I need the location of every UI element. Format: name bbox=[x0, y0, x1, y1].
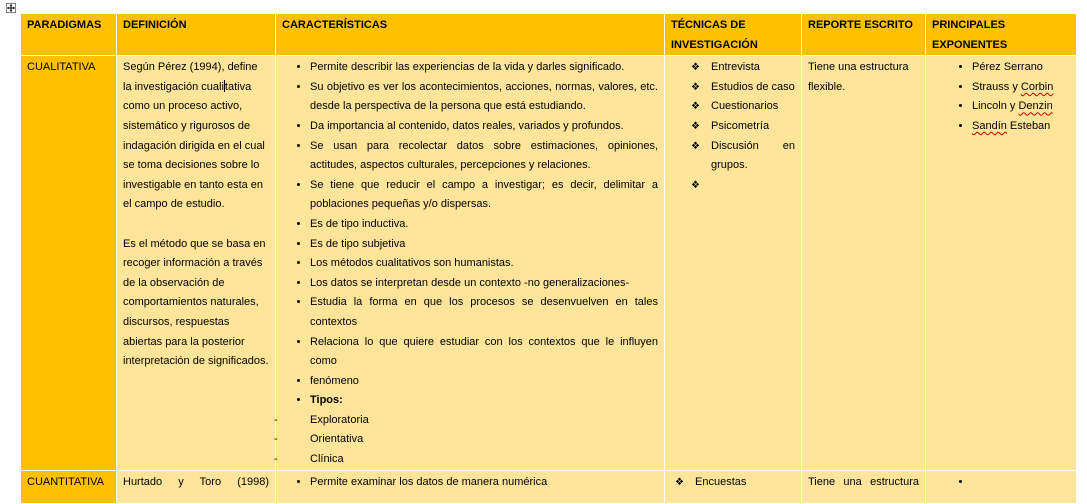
exponents-list bbox=[952, 473, 1070, 493]
definition-cell[interactable] bbox=[117, 56, 276, 470]
techniques-list bbox=[689, 58, 795, 195]
header-reporte: REPORTE ESCRITO bbox=[802, 14, 926, 56]
report-cell[interactable]: Tiene una estructura bbox=[802, 470, 926, 503]
definition-cell[interactable]: Hurtado y Toro (1998) bbox=[117, 470, 276, 503]
definition-text-end: tativa como un proceso activo, sistemático y rigurosos de indagación dirigida en el cual se toma decisiones sobre lo investigable en tanto esta en el campo de estudio. bbox=[123, 80, 265, 211]
list-item: - Clínica bbox=[276, 450, 658, 470]
exponents-cell[interactable] bbox=[926, 56, 1077, 470]
exponents-list bbox=[952, 58, 1070, 136]
characteristics-cell[interactable] bbox=[276, 56, 665, 470]
header-exponentes: PRINCIPALES EXPONENTES bbox=[926, 14, 1077, 56]
list-item: ❖ Psicometría bbox=[689, 117, 795, 137]
header-row bbox=[21, 14, 1077, 56]
move-arrows-icon bbox=[7, 4, 15, 12]
diamond-bullet-icon: ❖ bbox=[691, 179, 700, 191]
header-caracteristicas: CARACTERÍSTICAS bbox=[276, 14, 665, 56]
list-item: • Se tiene que reducir el campo a investigar; es decir, delimitar a poblaciones pequeñas y/o dispersas. bbox=[310, 176, 658, 215]
list-item: • Sandín Esteban bbox=[972, 117, 1070, 137]
characteristics-cell[interactable] bbox=[276, 470, 665, 503]
definition-text-start: Según Pérez (1994), define la investigación cuali bbox=[123, 61, 258, 93]
list-item: - Orientativa bbox=[276, 430, 658, 450]
list-item: • Lincoln y Denzin bbox=[972, 97, 1070, 117]
techniques-list bbox=[673, 473, 795, 493]
list-item: • Permite examinar los datos de manera numérica bbox=[310, 473, 658, 493]
list-item: • Es de tipo subjetiva bbox=[310, 235, 658, 255]
diamond-bullet-icon: ❖ bbox=[691, 81, 700, 93]
list-item bbox=[972, 473, 1070, 493]
table-move-handle[interactable] bbox=[6, 3, 16, 13]
list-item: • Permite describir las experiencias de la vida y darles significado. bbox=[310, 58, 658, 78]
list-item: ❖ Entrevista bbox=[689, 58, 795, 78]
list-item: • Los métodos cualitativos son humanistas. bbox=[310, 254, 658, 274]
tipos-list bbox=[276, 411, 658, 470]
list-item: ❖ Encuestas bbox=[673, 473, 795, 493]
techniques-cell[interactable] bbox=[665, 470, 802, 503]
diamond-bullet-icon: ❖ bbox=[691, 62, 700, 74]
paradigm-cell: CUALITATIVA bbox=[21, 56, 117, 470]
paradigms-table bbox=[20, 13, 1077, 504]
list-item: • fenómeno bbox=[310, 372, 658, 392]
report-cell[interactable]: Tiene una estructura flexible. bbox=[802, 56, 926, 470]
characteristics-list bbox=[290, 58, 658, 411]
list-item: • Estudia la forma en que los procesos se desenvuelven en tales contextos bbox=[310, 293, 658, 332]
definition-paragraph-2: Es el método que se basa en recoger información a través de la observación de comportamientos naturales, discursos, respuestas abiertas para la posterior interpretación de significados. bbox=[123, 237, 269, 368]
techniques-cell[interactable] bbox=[665, 56, 802, 470]
list-item: • Los datos se interpretan desde un contexto -no generalizaciones- bbox=[310, 274, 658, 294]
diamond-bullet-icon: ❖ bbox=[675, 476, 684, 488]
list-item: • Es de tipo inductiva. bbox=[310, 215, 658, 235]
list-item bbox=[689, 176, 795, 196]
header-paradigmas: PARADIGMAS bbox=[21, 14, 117, 56]
list-item: • Relaciona lo que quiere estudiar con los contextos que le influyen como bbox=[310, 333, 658, 372]
list-item: • Se usan para recolectar datos sobre estimaciones, opiniones, actitudes, aspectos culturales, percepciones y relaciones. bbox=[310, 137, 658, 176]
row-cualitativa bbox=[21, 56, 1077, 470]
list-item: • Tipos: bbox=[310, 391, 658, 411]
header-tecnicas: TÉCNICAS DE INVESTIGACIÓN bbox=[665, 14, 802, 56]
diamond-bullet-icon: ❖ bbox=[691, 101, 700, 113]
characteristics-list bbox=[290, 473, 658, 493]
row-cuantitativa bbox=[21, 470, 1077, 503]
list-item: • Strauss y Corbin bbox=[972, 78, 1070, 98]
list-item: ❖ Discusión en grupos. bbox=[689, 137, 795, 176]
exponents-cell[interactable] bbox=[926, 470, 1077, 503]
list-item: • Su objetivo es ver los acontecimientos, acciones, normas, valores, etc. desde la perspectiva de la persona que está estudiando. bbox=[310, 78, 658, 117]
list-item: ❖ Estudios de caso bbox=[689, 78, 795, 98]
paradigm-cell: CUANTITATIVA bbox=[21, 470, 117, 503]
list-item: • Da importancia al contenido, datos reales, variados y profundos. bbox=[310, 117, 658, 137]
list-item: ❖ Cuestionarios bbox=[689, 97, 795, 117]
header-definicion: DEFINICIÓN bbox=[117, 14, 276, 56]
list-item: • Pérez Serrano bbox=[972, 58, 1070, 78]
list-item: - Exploratoria bbox=[276, 411, 658, 431]
diamond-bullet-icon: ❖ bbox=[691, 120, 700, 132]
diamond-bullet-icon: ❖ bbox=[691, 140, 700, 152]
